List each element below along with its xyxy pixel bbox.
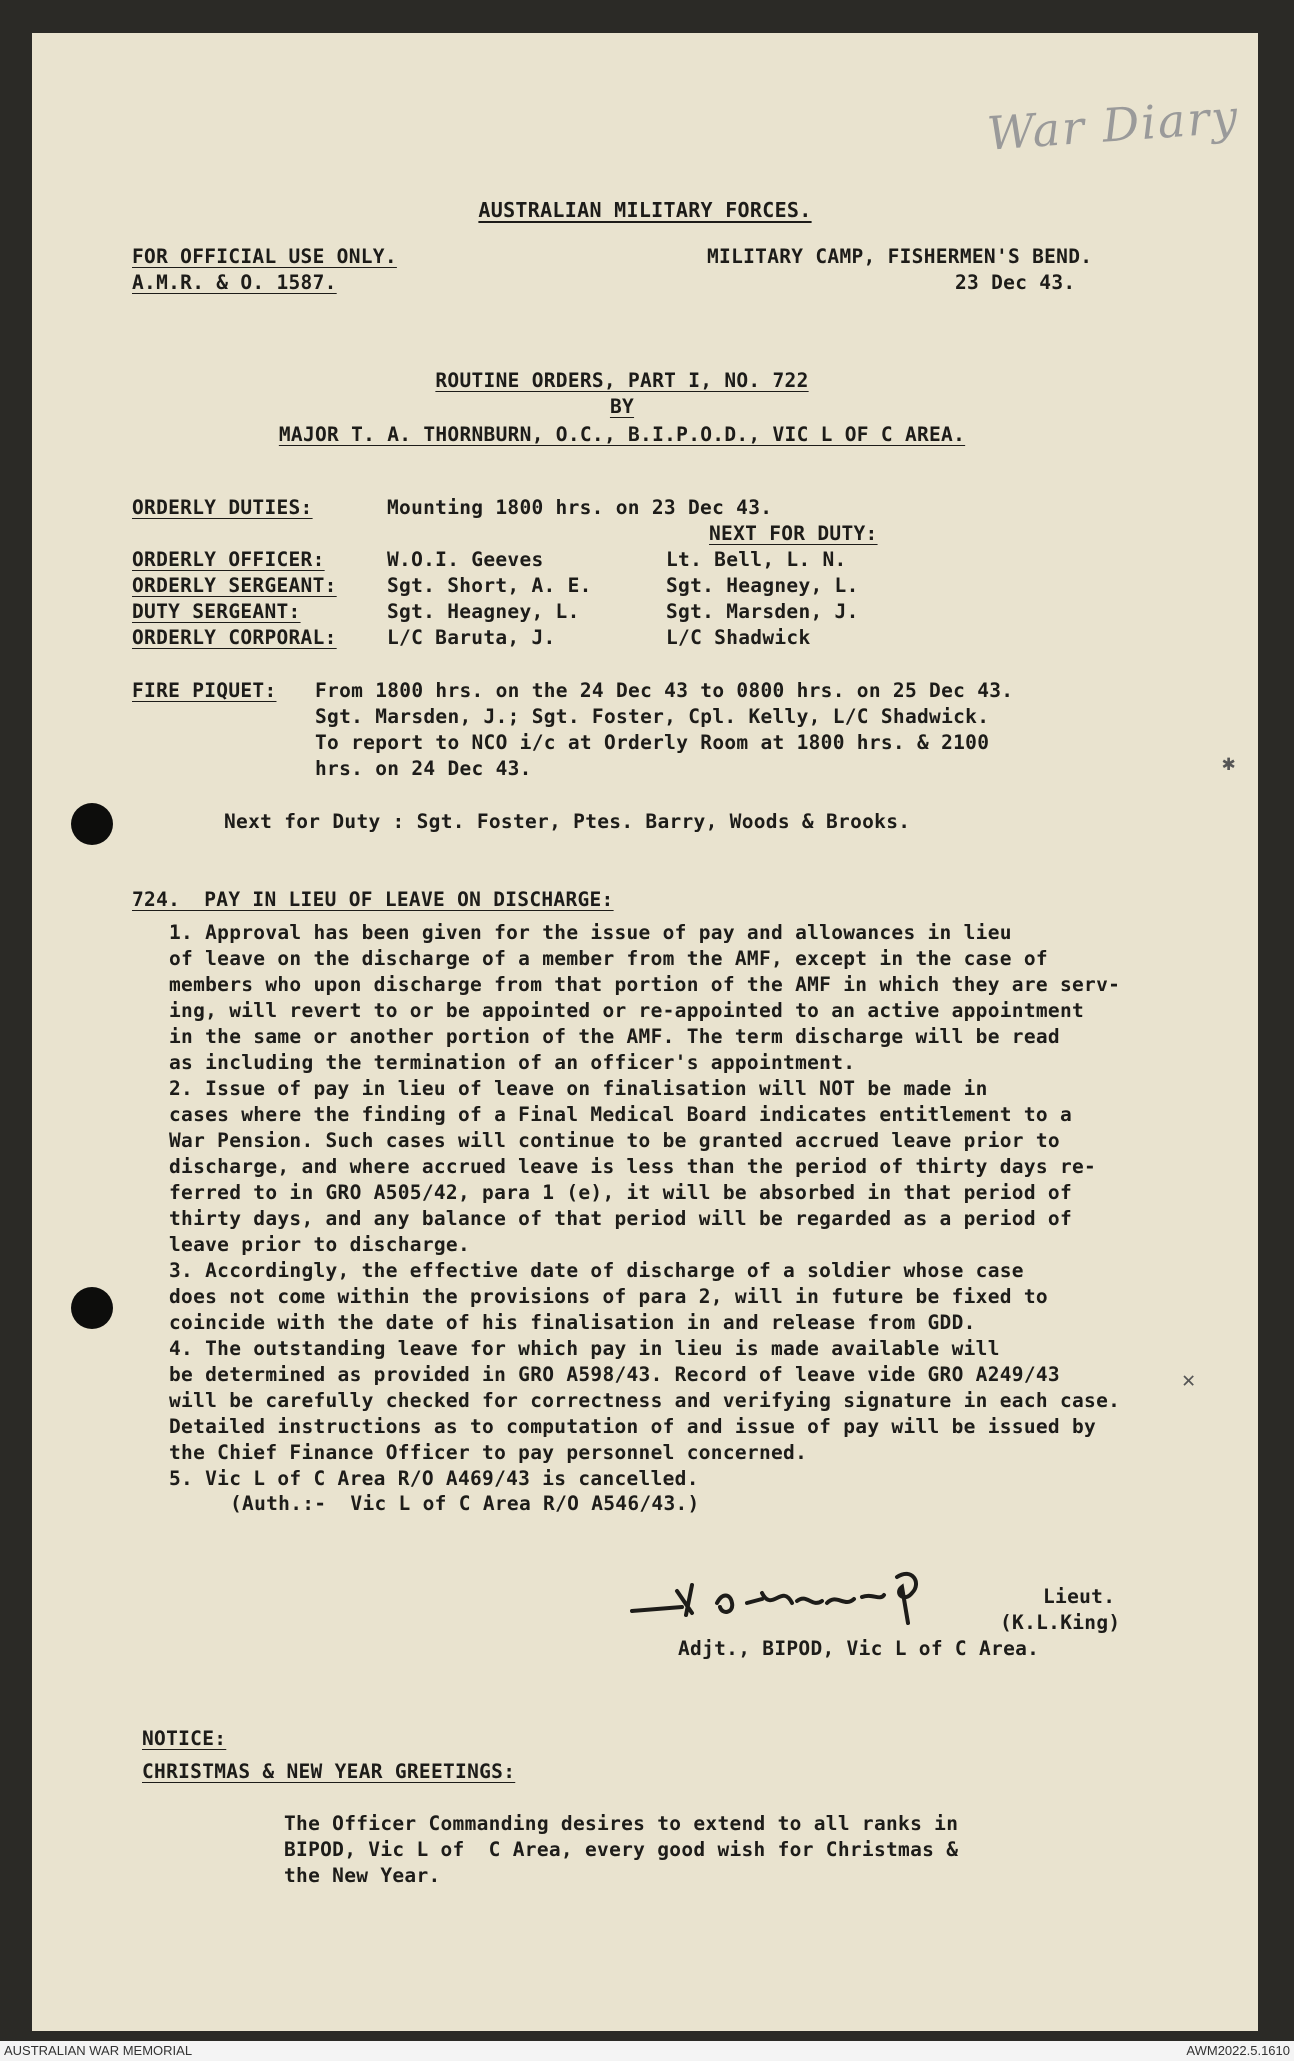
document-date: 23 Dec 43. (955, 271, 1076, 294)
orderly-duties-label: ORDERLY DUTIES: (132, 496, 313, 519)
fire-piquet-line: From 1800 hrs. on the 24 Dec 43 to 0800 hrs. on 25 Dec 43. (315, 679, 1014, 702)
duty-next: Sgt. Marsden, J. (666, 600, 859, 623)
camp-location: MILITARY CAMP, FISHERMEN'S BEND. (707, 245, 1093, 268)
section-724-heading: 724. PAY IN LIEU OF LEAVE ON DISCHARGE: (132, 888, 614, 911)
fire-piquet-line: Sgt. Marsden, J.; Sgt. Foster, Cpl. Kelly, L/C Shadwick. (315, 705, 990, 728)
section-724-para-3: 3. Accordingly, the effective date of discharge of a soldier whose case does not come within the provisions of para 2, will in future be fixed to coincide with the date of his finalisation in and release from GDD. (169, 1259, 1048, 1334)
signatory-rank: Lieut. (1043, 1585, 1116, 1608)
duty-role: DUTY SERGEANT: (132, 600, 301, 623)
amr-reference: A.M.R. & O. 1587. (132, 271, 337, 294)
duty-next: Sgt. Heagney, L. (666, 574, 859, 597)
routine-orders-officer: MAJOR T. A. THORNBURN, O.C., B.I.P.O.D., VIC L OF C AREA. (278, 423, 966, 446)
document-page (32, 33, 1258, 2031)
document-title: AUSTRALIAN MILITARY FORCES. (478, 198, 812, 222)
margin-mark: ✱ (1222, 751, 1236, 776)
fire-piquet-line: To report to NCO i/c at Orderly Room at 1800 hrs. & 2100 (315, 731, 990, 754)
duty-current: L/C Baruta, J. (387, 626, 556, 649)
footer-source: AUSTRALIAN WAR MEMORIAL (4, 2043, 193, 2058)
duty-role: ORDERLY CORPORAL: (132, 626, 337, 649)
notice-line: The Officer Commanding desires to extend to all ranks in (284, 1812, 959, 1835)
duty-current: W.O.I. Geeves (387, 548, 544, 571)
notice-line: BIPOD, Vic L of C Area, every good wish for Christmas & (284, 1838, 959, 1861)
routine-orders-by: BY (609, 395, 635, 418)
official-use-label: FOR OFFICIAL USE ONLY. (132, 245, 397, 268)
handwritten-annotation: War Diary (985, 89, 1241, 161)
duty-role: ORDERLY SERGEANT: (132, 574, 337, 597)
duty-next: Lt. Bell, L. N. (666, 548, 847, 571)
margin-mark: ✕ (1182, 1368, 1196, 1393)
signatory-position: Adjt., BIPOD, Vic L of C Area. (678, 1637, 1040, 1660)
fire-piquet-next: Next for Duty : Sgt. Foster, Ptes. Barry, Woods & Brooks. (224, 810, 911, 833)
duty-current: Sgt. Heagney, L. (387, 600, 580, 623)
section-724-para-5: 5. Vic L of C Area R/O A469/43 is cancelled. (169, 1467, 699, 1490)
handwritten-signature (622, 1563, 1002, 1633)
fire-piquet-label: FIRE PIQUET: (132, 679, 277, 702)
section-724-para-4: 4. The outstanding leave for which pay in lieu is made available will be determined as provided in GRO A598/43. Record of leave vide GRO A249/43 will be carefully checked for correctness and verifying signature in each case. Detailed instructions as to computation of and issue of pay will be issued by the Chief Finance Officer to pay personnel concerned. (169, 1337, 1121, 1464)
next-for-duty-header: NEXT FOR DUTY: (709, 522, 878, 545)
section-724-para-1: 1. Approval has been given for the issue of pay and allowances in lieu of leave on the discharge of a member from the AMF, except in the case of members who upon discharge from that portion of the AMF in which they are serv- ing, will revert to or be appointed or re-appointed to an active appointment in the same or another portion of the AMF. The term discharge will be read as including the termination of an officer's appointment. (169, 921, 1121, 1074)
notice-heading: CHRISTMAS & NEW YEAR GREETINGS: (142, 1760, 516, 1783)
mounting-time: Mounting 1800 hrs. on 23 Dec 43. (387, 496, 773, 519)
signatory-name: (K.L.King) (1000, 1611, 1121, 1634)
punch-hole-top (71, 803, 113, 845)
section-724-para-2: 2. Issue of pay in lieu of leave on finalisation will NOT be made in cases where the finding of a Final Medical Board indicates entitlement to a War Pension. Such cases will continue to be granted accrued leave prior to discharge, and where accrued leave is less than the period of thirty days re- ferred to in GRO A505/42, para 1 (e), it will be absorbed in that period of thirty days, and any balance of that period will be regarded as a period of leave prior to discharge. (169, 1077, 1097, 1256)
routine-orders-title: ROUTINE ORDERS, PART I, NO. 722 (435, 369, 809, 392)
notice-line: the New Year. (284, 1864, 441, 1887)
fire-piquet-line: hrs. on 24 Dec 43. (315, 757, 532, 780)
duty-role: ORDERLY OFFICER: (132, 548, 325, 571)
footer-bar (0, 2041, 1294, 2061)
duty-next: L/C Shadwick (666, 626, 811, 649)
punch-hole-bottom (71, 1287, 113, 1329)
section-724-authority: (Auth.:- Vic L of C Area R/O A546/43.) (230, 1492, 700, 1515)
footer-reference: AWM2022.5.1610 (1186, 2043, 1290, 2058)
duty-current: Sgt. Short, A. E. (387, 574, 592, 597)
notice-label: NOTICE: (142, 1727, 227, 1750)
